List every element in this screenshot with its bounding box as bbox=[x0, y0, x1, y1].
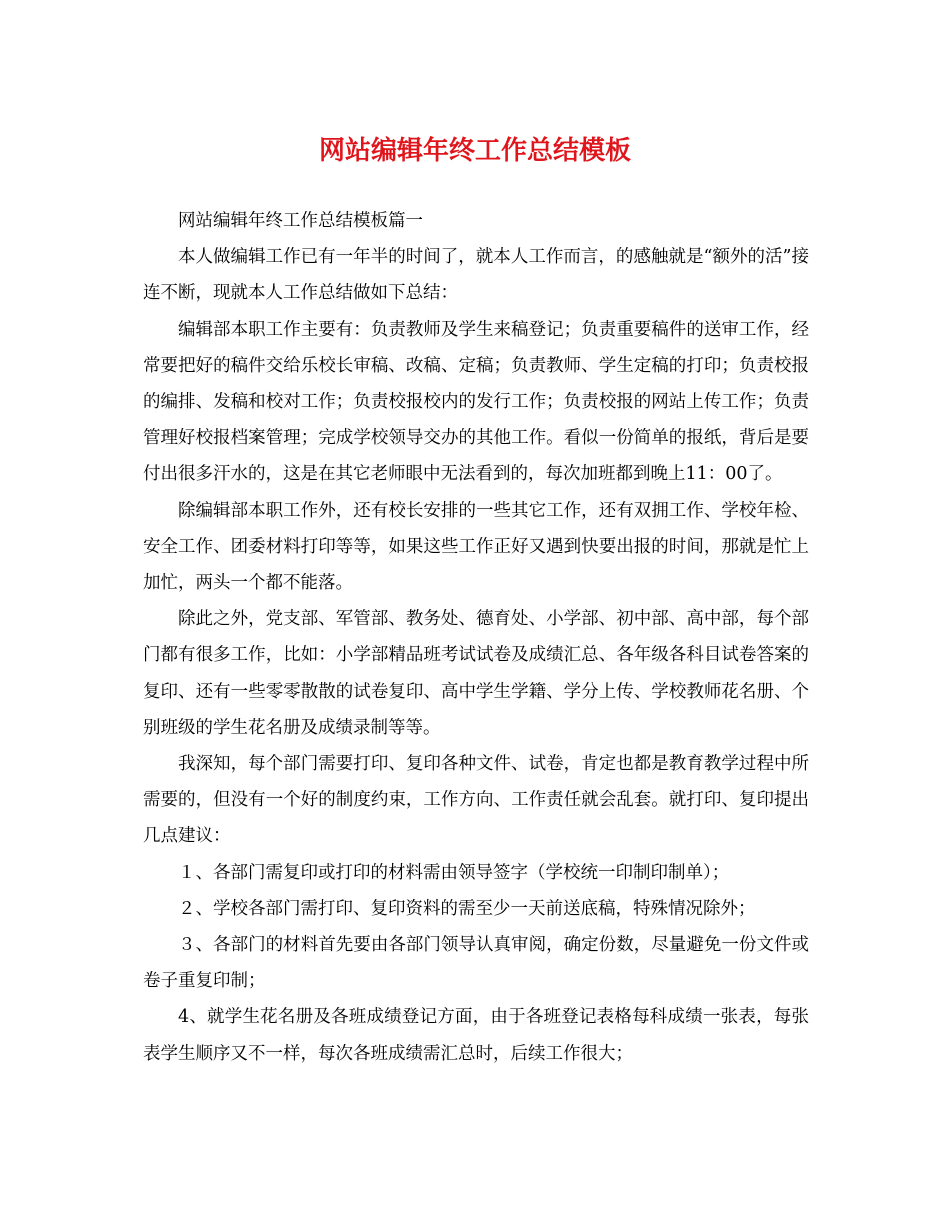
paragraph-duties: 编辑部本职工作主要有：负责教师及学生来稿登记；负责重要稿件的送审工作，经常要把好的稿件交给乐校长审稿、改稿、定稿；负责教师、学生定稿的打印；负责校报的编排、发稿和校对工作；负责校报校内的发行工作；负责校报的网站上传工作；负责管理好校报档案管理；完成学校领导交办的其他工作。看似一份简单的报纸，背后是要付出很多汗水的，这是在其它老师眼中无法看到的，每次加班都到晚上11：00了。 bbox=[143, 319, 809, 485]
document-title: 网站编辑年终工作总结模板 bbox=[318, 136, 631, 166]
suggestion-item-1: １、各部门需复印或打印的材料需由领导签字（学校统一印制印制单）； bbox=[178, 862, 730, 883]
suggestion-item-4: 4、就学生花名册及各班成绩登记方面，由于各班登记表格每科成绩一张表，每张表学生顺序又不一样，每次各班成绩需汇总时，后续工作很大； bbox=[143, 1007, 809, 1064]
paragraph-heading: 网站编辑年终工作总结模板篇一 bbox=[178, 211, 423, 231]
paragraph-intro: 本人做编辑工作已有一年半的时间了，就本人工作而言，的感触就是“额外的活”接连不断，现就本人工作总结做如下总结： bbox=[143, 247, 809, 304]
document-body bbox=[143, 203, 809, 1072]
suggestion-item-3: ３、各部门的材料首先要由各部门领导认真审阅，确定份数，尽量避免一份文件或卷子重复印制； bbox=[143, 935, 809, 992]
suggestion-item-2: ２、学校各部门需打印、复印资料的需至少一天前送底稿，特殊情况除外； bbox=[178, 898, 756, 919]
paragraph-other-work: 除编辑部本职工作外，还有校长安排的一些其它工作，还有双拥工作、学校年检、安全工作、团委材料打印等等，如果这些工作正好又遇到快要出报的时间，那就是忙上加忙，两头一个都不能落。 bbox=[143, 500, 809, 594]
paragraph-suggestions: 我深知，每个部门需要打印、复印各种文件、试卷，肯定也都是教育教学过程中所需要的，但没有一个好的制度约束，工作方向、工作责任就会乱套。就打印、复印提出几点建议： bbox=[143, 754, 809, 847]
paragraph-departments: 除此之外，党支部、军管部、教务处、德育处、小学部、初中部、高中部，每个部门都有很多工作，比如：小学部精品班考试试卷及成绩汇总、各年级各科目试卷答案的复印、还有一些零零散散的试卷复印、高中学生学籍、学分上传、学校教师花名册、个别班级的学生花名册及成绩录制等等。 bbox=[143, 609, 809, 738]
